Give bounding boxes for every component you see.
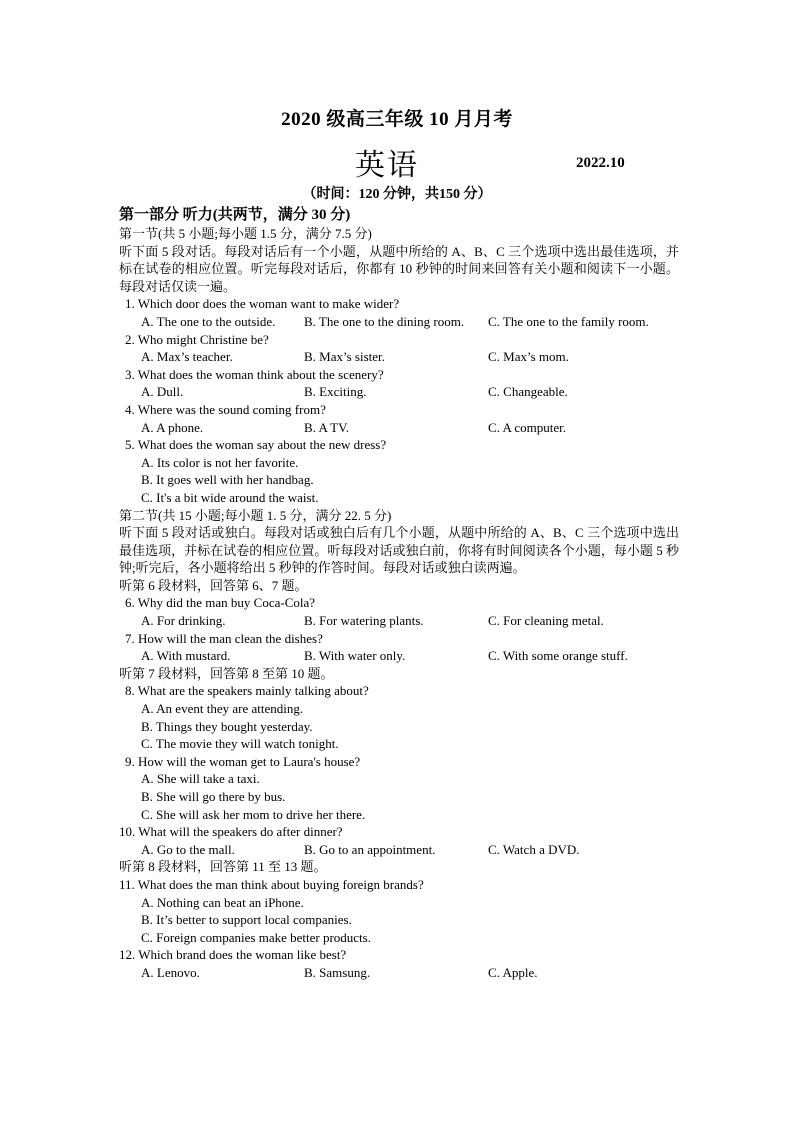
option-a: A. Max’s teacher.: [141, 349, 233, 365]
option-b: B. Samsung.: [304, 964, 371, 980]
option-a: A. Its color is not her favorite.: [141, 454, 299, 470]
option-b: B. Go to an appointment.: [304, 841, 436, 857]
option-a: A. She will take a taxi.: [141, 771, 260, 787]
question-9: 9. How will the woman get to Laura's house?: [125, 753, 361, 769]
option-a: A. Lenovo.: [141, 964, 200, 980]
question-12: 12. Which brand does the woman like best?: [119, 947, 347, 963]
time-info: （时间：120 分钟，共150 分）: [302, 187, 492, 202]
option-c: C. She will ask her mom to drive her there.: [141, 806, 366, 822]
option-b: B. It’s better to support local companies.: [141, 912, 352, 928]
option-c: C. Watch a DVD.: [488, 841, 580, 857]
option-b: B. It goes well with her handbag.: [141, 472, 314, 488]
option-a: A. Nothing can beat an iPhone.: [141, 894, 304, 910]
option-c: C. Changeable.: [488, 384, 568, 400]
question-6-options: [119, 612, 679, 630]
question-2: 2. Who might Christine be?: [125, 331, 269, 347]
option-b: B. She will go there by bus.: [141, 789, 286, 804]
option-c: C. Foreign companies make better products.: [141, 929, 371, 945]
option-c: C. A computer.: [488, 419, 566, 435]
section2-instructions: 听下面 5 段对话或独白。每段对话或独白后有几个小题，从题中所给的 A、B、C 三个选项中选出最佳选项，并标在试卷的相应位置。听每段对话或独白前，你将有时间阅读各个小题，每小题 5 秒钟;听完后，各小题将给出 5 秒钟的作答时间。每段对话或独白读两遍。: [119, 525, 679, 576]
option-a: A. Dull.: [141, 384, 184, 400]
option-c: C. Max’s mom.: [488, 349, 569, 365]
material-7-note: 听第 7 段材料，回答第 8 至第 10 题。: [119, 665, 334, 681]
exam-date: 2022.10: [576, 155, 625, 171]
option-b: B. With water only.: [304, 648, 406, 664]
question-4: 4. Where was the sound coming from?: [125, 401, 326, 417]
question-12-options: [119, 964, 679, 982]
exam-content: [119, 205, 679, 982]
question-8: 8. What are the speakers mainly talking about?: [125, 683, 369, 699]
material-8-note: 听第 8 段材料，回答第 11 至 13 题。: [119, 859, 327, 875]
option-c: C. Apple.: [488, 964, 538, 980]
option-a: A. The one to the outside.: [141, 313, 276, 329]
option-b: B. For watering plants.: [304, 613, 424, 629]
option-a: A. With mustard.: [141, 648, 231, 664]
question-2-options: [119, 348, 679, 366]
option-c: C. It's a bit wide around the waist.: [141, 489, 319, 505]
subject-title: 英语: [355, 148, 419, 183]
option-b: B. The one to the dining room.: [304, 313, 465, 329]
question-10: 10. What will the speakers do after dinner?: [119, 824, 343, 840]
option-b: B. Max’s sister.: [304, 349, 385, 365]
question-11: 11. What does the man think about buying foreign brands?: [119, 876, 424, 892]
question-7: 7. How will the man clean the dishes?: [125, 630, 323, 646]
material-6-note: 听第 6 段材料，回答第 6、7 题。: [119, 577, 308, 593]
option-b: B. A TV.: [304, 419, 350, 435]
question-3-options: [119, 383, 679, 401]
option-b: B. Things they bought yesterday.: [141, 718, 313, 734]
question-1: 1. Which door does the woman want to make wider?: [125, 296, 400, 312]
question-4-options: [119, 419, 679, 437]
option-c: C. The movie they will watch tonight.: [141, 736, 339, 752]
option-a: A. A phone.: [141, 419, 204, 435]
option-a: A. An event they are attending.: [141, 701, 304, 717]
section1-instructions: 听下面 5 段对话。每段对话后有一个小题，从题中所给的 A、B、C 三个选项中选出最佳选项，并标在试卷的相应位置。听完每段对话后，你都有 10 秒钟的时间来回答有关小题和阅读下一小题。每段对话仅读一遍。: [119, 243, 679, 294]
question-1-options: [119, 313, 679, 331]
option-c: C. For cleaning metal.: [488, 613, 604, 629]
option-b: B. Exciting.: [304, 384, 367, 400]
question-3: 3. What does the woman think about the scenery?: [125, 366, 384, 382]
option-a: A. For drinking.: [141, 613, 226, 629]
section2-heading: 第二节(共 15 小题;每小题 1. 5 分，满分 22. 5 分): [119, 507, 392, 523]
exam-title: 2020 级高三年级 10 月月考: [281, 109, 513, 130]
question-10-options: [119, 841, 679, 859]
option-c: C. With some orange stuff.: [488, 648, 628, 664]
option-c: C. The one to the family room.: [488, 313, 649, 329]
question-5: 5. What does the woman say about the new dress?: [125, 437, 387, 453]
question-6: 6. Why did the man buy Coca-Cola?: [125, 595, 316, 611]
section1-heading: 第一节(共 5 小题;每小题 1.5 分，满分 7.5 分): [119, 226, 372, 241]
part1-heading: 第一部分 听力(共两节，满分 30 分): [119, 207, 351, 223]
question-7-options: [119, 647, 679, 665]
option-a: A. Go to the mall.: [141, 841, 235, 857]
